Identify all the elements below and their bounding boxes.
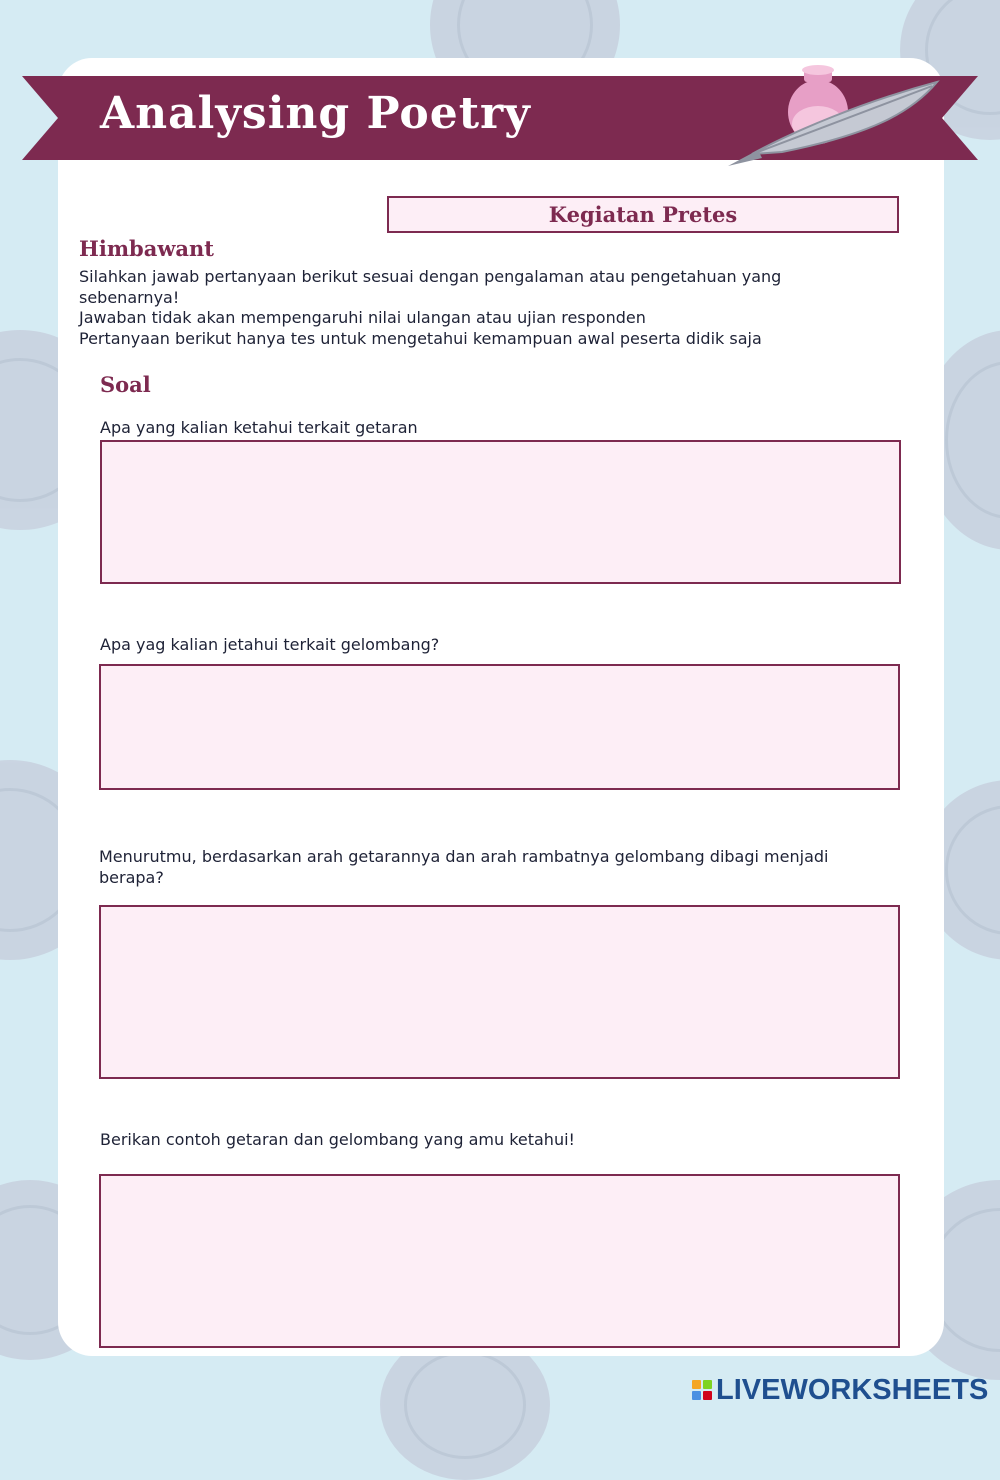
question-3-line: Menurutmu, berdasarkan arah getarannya dan arah rambatnya gelombang dibagi menjadi xyxy=(99,847,829,866)
answer-2-input[interactable] xyxy=(99,664,900,790)
questions-heading: Soal xyxy=(100,372,151,397)
answer-4-input[interactable] xyxy=(99,1174,900,1348)
question-1-text: Apa yang kalian ketahui terkait getaran xyxy=(100,418,418,437)
notice-line: Silahkan jawab pertanyaan berikut sesuai dengan pengalaman atau pengetahuan yang xyxy=(79,267,782,286)
quill-feather-icon xyxy=(722,62,944,174)
liveworksheets-logo[interactable] xyxy=(692,1373,989,1406)
question-4-text: Berikan contoh getaran dan gelombang yang amu ketahui! xyxy=(100,1130,575,1149)
page-title: Analysing Poetry xyxy=(100,88,531,139)
notice-line: sebenarnya! xyxy=(79,287,180,307)
question-3-text xyxy=(99,847,828,888)
notice-line: Pertanyaan berikut hanya tes untuk mengetahui kemampuan awal peserta didik saja xyxy=(79,328,762,348)
answer-3-input[interactable] xyxy=(99,905,900,1079)
notice-line: Jawaban tidak akan mempengaruhi nilai ulangan atau ujian responden xyxy=(79,308,646,327)
question-2-text: Apa yag kalian jetahui terkait gelombang? xyxy=(100,635,440,654)
question-3-line: berapa? xyxy=(99,867,164,887)
notice-text xyxy=(79,267,839,349)
footer-brand: LIVEWORKSHEETS xyxy=(716,1373,989,1406)
answer-1-input[interactable] xyxy=(100,440,901,584)
notice-heading: Himbawant xyxy=(79,236,214,261)
activity-label: Kegiatan Pretes xyxy=(387,196,899,233)
logo-mark-icon xyxy=(692,1380,712,1400)
